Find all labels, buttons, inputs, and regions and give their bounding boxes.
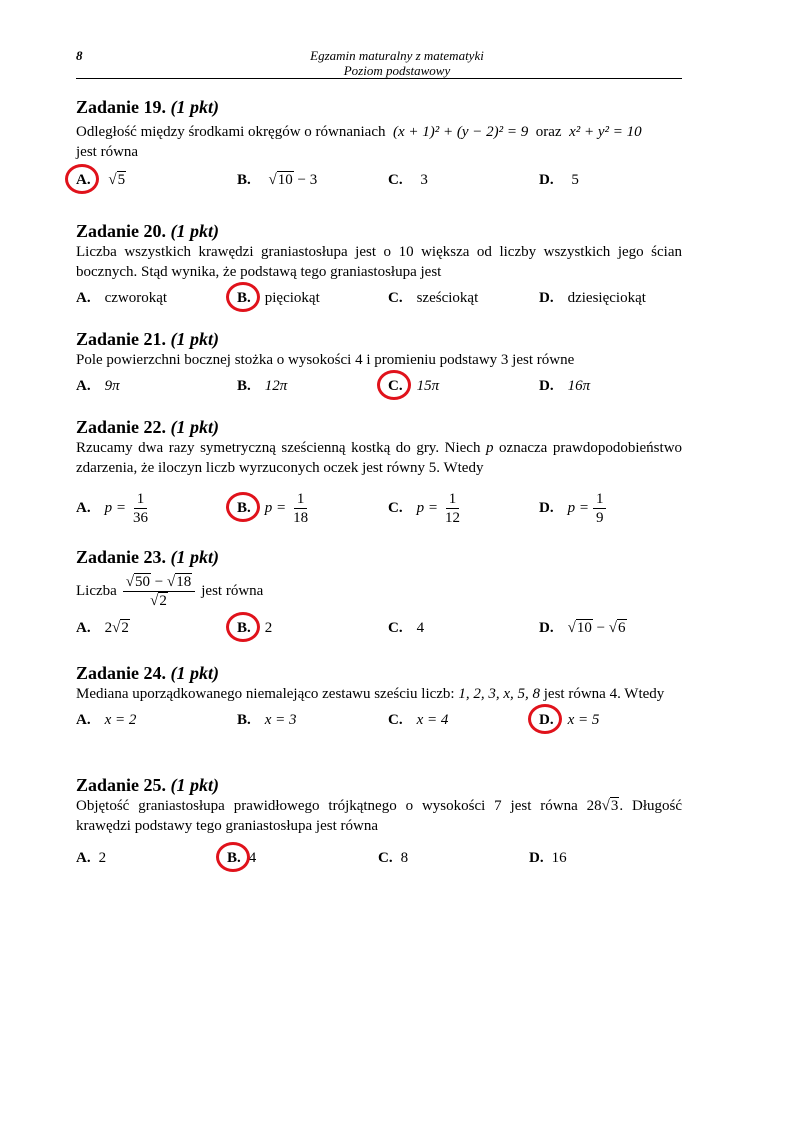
answer-letter: C.	[388, 499, 403, 516]
fraction	[290, 490, 311, 527]
answer-value-2: 6	[618, 620, 626, 636]
task-text-and: oraz	[535, 124, 562, 140]
answer-value: 2	[121, 620, 129, 636]
answer-letter: A.	[76, 290, 91, 306]
task-heading	[76, 774, 682, 796]
answer-lhs: p =	[567, 499, 589, 516]
answer-b[interactable]	[237, 490, 311, 527]
task-heading	[76, 220, 682, 242]
answer-a[interactable]	[76, 850, 106, 867]
answer-lhs: p =	[416, 499, 438, 516]
answer-value: 16π	[567, 378, 591, 394]
answer-letter: B.	[237, 712, 251, 728]
answer-circle-mark	[226, 492, 260, 522]
answer-letter: C.	[388, 378, 403, 394]
answer-c[interactable]	[388, 490, 463, 527]
answer-suffix: − 3	[297, 172, 318, 188]
task-heading	[76, 662, 682, 684]
fraction-denominator: √2	[150, 592, 167, 609]
answer-circle-mark	[226, 612, 260, 642]
answer-circle-mark	[377, 370, 411, 400]
task-number: Zadanie 24.	[76, 663, 167, 683]
operator: −	[154, 573, 164, 590]
task-25	[76, 774, 682, 876]
fraction-numerator: √50 − √18	[123, 573, 195, 592]
answer-c[interactable]	[388, 620, 424, 637]
fraction-denominator: 18	[293, 510, 309, 526]
answer-value: 12π	[264, 378, 288, 394]
task-heading	[76, 96, 682, 118]
answer-letter: B.	[237, 620, 251, 636]
fraction-denominator: 12	[444, 510, 460, 526]
answer-letter: B.	[237, 290, 251, 306]
answer-letter: A.	[76, 850, 91, 866]
task-number: Zadanie 23.	[76, 547, 167, 567]
task-heading	[76, 416, 682, 438]
task-points: (1 pkt)	[170, 547, 220, 567]
answer-circle-mark	[528, 704, 562, 734]
answer-letter: C.	[388, 712, 403, 728]
fraction-denominator: 36	[132, 510, 148, 526]
answer-letter: A.	[76, 620, 91, 636]
answer-value: 5	[117, 172, 126, 188]
answer-value: 8	[400, 850, 409, 866]
answer-value: x = 2	[104, 712, 137, 728]
task-heading	[76, 546, 682, 568]
answer-value: sześciokąt	[416, 290, 479, 306]
answer-value: czworokąt	[104, 290, 168, 306]
radicand-den: 2	[159, 592, 167, 609]
task-21	[76, 328, 682, 404]
answer-letter: C.	[388, 620, 403, 636]
answer-b[interactable]	[237, 378, 287, 395]
answer-row	[76, 850, 682, 876]
task-text	[76, 684, 682, 704]
answer-value: x = 3	[264, 712, 297, 728]
answer-letter: B.	[237, 499, 251, 516]
header-title-line1: Egzamin maturalny z matematyki	[310, 48, 484, 63]
task-text: Objętość graniastosłupa prawidłowego trójkątnego o wysokości 7 jest równa 28√3. Długość krawędzi podstawy tego graniastosłupa jest równa	[76, 798, 682, 834]
task-points: (1 pkt)	[170, 221, 220, 241]
answer-letter: B.	[237, 378, 251, 394]
answer-letter: D.	[539, 499, 554, 516]
answer-d[interactable]: D. √10 − √6	[539, 620, 626, 636]
answer-a[interactable]	[76, 490, 151, 527]
fraction-numerator: 1	[446, 490, 460, 509]
task-text-end: jest równa	[76, 144, 139, 160]
task-text	[76, 438, 682, 478]
answer-value: 4	[248, 850, 257, 866]
answer-value: 4	[416, 620, 425, 636]
answer-value: dziesięciokąt	[567, 290, 646, 306]
task-text	[76, 568, 682, 614]
task-19	[76, 96, 682, 198]
answer-row	[76, 712, 682, 738]
task-points: (1 pkt)	[170, 663, 220, 683]
task-22	[76, 416, 682, 524]
task-number: Zadanie 20.	[76, 221, 167, 241]
answer-value: x = 4	[416, 712, 449, 728]
answer-lhs: p =	[104, 499, 126, 516]
fraction	[123, 573, 195, 610]
answer-value: 9π	[104, 378, 120, 394]
answer-row	[76, 290, 682, 316]
task-text	[76, 122, 682, 162]
header-rule	[76, 78, 682, 79]
answer-value: pięciokąt	[264, 290, 320, 306]
sqrt-expression: √5	[108, 172, 126, 188]
answer-letter: B.	[227, 850, 241, 866]
answer-circle-mark	[65, 164, 99, 194]
answer-b[interactable]	[237, 172, 317, 189]
task-text-intro: Mediana uporządkowanego niemalejąco zestawu sześciu liczb:	[76, 686, 455, 702]
answer-letter: C.	[378, 850, 393, 866]
task-text: Liczba wszystkich krawędzi graniastosłupa jest o 10 większa od liczby wszystkich jego ścian bocznych. Stąd wynika, że podstawą tego graniastosłupa jest	[76, 244, 682, 280]
task-24	[76, 662, 682, 738]
task-text: Pole powierzchni bocznej stożka o wysokości 4 i promieniu podstawy 3 jest równe	[76, 352, 575, 368]
answer-value: 2	[98, 850, 107, 866]
task-points: (1 pkt)	[170, 775, 220, 795]
page-number: 8	[76, 48, 83, 63]
answer-d[interactable]	[539, 290, 646, 307]
task-20	[76, 220, 682, 316]
task-number: Zadanie 25.	[76, 775, 167, 795]
task-number: Zadanie 22.	[76, 417, 167, 437]
answer-letter: B.	[237, 172, 251, 188]
fraction	[442, 490, 463, 527]
task-23	[76, 546, 682, 646]
answer-a[interactable]	[76, 378, 120, 395]
answer-letter: D.	[539, 620, 554, 636]
answer-row	[76, 620, 682, 646]
answer-value: 2	[264, 620, 273, 636]
answer-letter: C.	[388, 172, 403, 188]
answer-letter: D.	[539, 290, 554, 306]
answer-circle-mark	[226, 282, 260, 312]
task-points: (1 pkt)	[170, 97, 220, 117]
answer-d[interactable]	[539, 378, 590, 395]
header-title	[0, 48, 794, 78]
task-text-end: jest równa	[201, 583, 264, 599]
answer-a[interactable]: A. 2√2	[76, 620, 129, 636]
task-points: (1 pkt)	[170, 329, 220, 349]
answer-letter: A.	[76, 378, 91, 394]
answer-letter: D.	[539, 172, 554, 188]
answer-letter: A.	[76, 712, 91, 728]
answer-c[interactable]	[378, 850, 408, 867]
fraction	[593, 490, 607, 527]
task-text-end: jest równa 4. Wtedy	[543, 686, 665, 702]
fraction	[130, 490, 151, 527]
answer-c[interactable]	[388, 712, 448, 729]
answer-row	[76, 480, 682, 524]
fraction-numerator: 1	[593, 490, 607, 509]
answer-value: 10	[576, 620, 592, 636]
answer-value: 5	[571, 172, 579, 188]
task-number: Zadanie 21.	[76, 329, 167, 349]
answer-letter: C.	[388, 290, 403, 306]
answer-letter: D.	[539, 378, 554, 394]
header-title-line2: Poziom podstawowy	[343, 63, 451, 78]
task-text-end: . Długość krawędzi podstawy tego graniastosłupa jest równa	[76, 798, 682, 834]
number-set: 1, 2, 3, x, 5, 8	[458, 686, 541, 702]
answer-letter: D.	[529, 850, 544, 866]
answer-d[interactable]	[529, 850, 567, 867]
answer-value: 10	[277, 172, 293, 188]
answer-a[interactable]	[76, 290, 167, 307]
answer-d[interactable]	[539, 712, 599, 729]
answer-a[interactable]	[76, 172, 126, 189]
fraction-numerator: 1	[294, 490, 308, 509]
answer-value: 15π	[416, 378, 440, 394]
answer-d[interactable]	[539, 490, 606, 527]
radicand-a: 50	[135, 573, 151, 590]
task-text-intro: Liczba	[76, 583, 117, 599]
task-points: (1 pkt)	[170, 417, 220, 437]
answer-b[interactable]	[237, 712, 297, 729]
volume-radicand: 3	[610, 798, 619, 814]
operator: −	[596, 620, 606, 636]
task-heading	[76, 328, 682, 350]
answer-value: 3	[420, 172, 428, 188]
answer-b[interactable]	[237, 290, 320, 307]
answer-c[interactable]	[388, 378, 439, 395]
variable-p: p	[486, 440, 494, 456]
answer-lhs: p =	[264, 499, 287, 516]
task-text-part1: Rzucamy dwa razy symetryczną sześcienną kostką do gry. Niech	[76, 440, 481, 456]
fraction-denominator: 9	[595, 510, 604, 526]
answer-letter: A.	[76, 499, 91, 516]
radicand-b: 18	[176, 573, 192, 590]
answer-b[interactable]	[227, 850, 256, 867]
answer-d[interactable]	[539, 172, 579, 189]
answer-letter: D.	[539, 712, 554, 728]
answer-row	[76, 172, 682, 198]
answer-coefficient: 2	[104, 620, 113, 636]
fraction-numerator: 1	[134, 490, 148, 509]
sqrt-expression: √10	[268, 172, 293, 188]
equation-2: x² + y² = 10	[569, 124, 642, 140]
volume-coefficient: 28	[586, 798, 602, 814]
equation-1: (x + 1)² + (y − 2)² = 9	[393, 124, 529, 140]
answer-a[interactable]	[76, 712, 136, 729]
answer-c[interactable]	[388, 172, 428, 189]
task-text-part2: oznacza prawdopodobieństwo zdarzenia, że iloczyn liczb wyrzuconych oczek jest równy 5. Wtedy	[76, 440, 683, 476]
answer-value: 16	[551, 850, 567, 866]
answer-letter: A.	[76, 172, 91, 188]
answer-row	[76, 378, 682, 404]
answer-c[interactable]	[388, 290, 478, 307]
task-text-intro: Objętość graniastosłupa prawidłowego trójkątnego o wysokości 7 jest równa	[76, 798, 578, 814]
answer-value: x = 5	[567, 712, 600, 728]
answer-b[interactable]	[237, 620, 272, 637]
answer-circle-mark	[216, 842, 250, 872]
task-number: Zadanie 19.	[76, 97, 167, 117]
task-text-intro: Odległość między środkami okręgów o równaniach	[76, 124, 386, 140]
